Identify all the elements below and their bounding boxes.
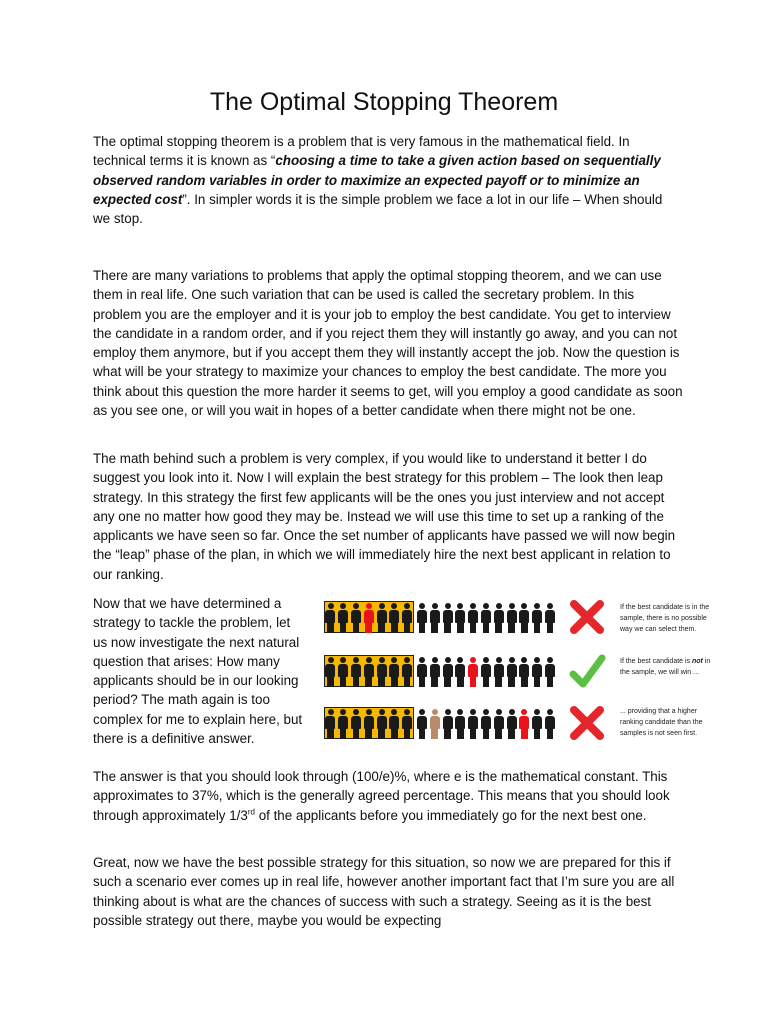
cross-icon <box>568 704 606 742</box>
candidate-icon <box>441 709 454 739</box>
candidate-icon <box>518 657 531 687</box>
candidate-icon <box>531 709 544 739</box>
candidate-icon <box>467 603 480 633</box>
candidate-icon <box>454 603 467 633</box>
candidate-icon <box>337 657 350 687</box>
candidate-icon <box>480 709 493 739</box>
best-candidate-icon <box>467 657 480 687</box>
figure-note-3 <box>620 706 724 739</box>
candidate-icon <box>388 657 401 687</box>
candidate-icon <box>492 603 505 633</box>
paragraph-secretary-problem: There are many variations to problems that apply the optimal stopping theorem, and we can use them in real life. One such variation that can be used is called the secretary problem. In this problem you are the employer and it is your job to employ the best candidate. You get to interview the candidate in a random order, and if you reject them they will instantly go away, and you can not employ them anymore, but if you accept them they will instantly accept the job. Now the question is what will be your strategy to maximize your chances to employ the best candidate. The more you think about this question the more harder it seems to get, will you employ a good candidate as soon as you see one, or will you wait in hopes of a better candidate when there might not be one. <box>93 268 683 419</box>
candidate-icon <box>388 709 401 739</box>
candidate-row <box>324 602 556 634</box>
intro-text-start: The optimal stopping theorem is a problem that is very famous in the mathematical field. In technical terms it is known as “ <box>93 134 630 169</box>
candidate-icon <box>388 603 401 633</box>
cross-icon <box>568 598 606 636</box>
candidate-icon <box>505 709 518 739</box>
note-line: sample, there is no possible <box>620 615 707 622</box>
candidate-icon <box>375 603 388 633</box>
figure-note-2 <box>620 656 724 678</box>
candidate-icon <box>480 603 493 633</box>
answer-text-end: of the applicants before you immediately go for the next best one. <box>254 807 647 823</box>
candidate-icon <box>401 657 414 687</box>
candidate-row <box>324 708 556 740</box>
paragraph-answer <box>93 767 683 825</box>
paragraph-success-chances: Great, now we have the best possible strategy for this situation, so now we are prepared for this if such a scenario ever comes up in real life, however another important fact that I’m sure you are all thinking about is what are the chances of success with such a strategy. Seeing as it is the best possible strategy out there, maybe you would be expecting <box>93 855 675 928</box>
candidate-icon <box>375 657 388 687</box>
candidate-icon <box>518 603 531 633</box>
candidate-icon <box>416 657 429 687</box>
figure-note-1 <box>620 602 724 635</box>
note-line: the sample, we will win ... <box>620 669 699 676</box>
note-line: ranking candidate than the <box>620 719 703 726</box>
candidate-icon <box>505 657 518 687</box>
note-line: samples is not seen first. <box>620 730 698 737</box>
candidate-icon <box>337 603 350 633</box>
ordinal-suffix: rd <box>247 807 255 817</box>
candidate-icon <box>337 709 350 739</box>
candidate-icon <box>492 657 505 687</box>
candidate-icon <box>531 603 544 633</box>
candidate-icon <box>324 603 337 633</box>
candidate-row <box>324 656 556 688</box>
candidate-icon <box>428 657 441 687</box>
candidate-icon <box>375 709 388 739</box>
paragraph-looking-period: Now that we have determined a strategy to tackle the problem, let us now investigate the next natural question that arises: How many applicants should be in our looking period? The math again is too complex for me to explain here, but there is a definitive answer. <box>93 596 303 747</box>
note-text: in <box>702 658 711 665</box>
note-line: If the best candidate is in the <box>620 604 710 611</box>
intro-text-end: ”. In simpler words it is the simple problem we face a lot in our life – When should we stop. <box>93 191 663 227</box>
candidate-icon <box>350 709 363 739</box>
candidate-icon <box>428 603 441 633</box>
candidate-icon <box>544 603 557 633</box>
note-line <box>620 656 724 667</box>
paragraph-look-then-leap: The math behind such a problem is very complex, if you would like to understand it better I do suggest you look into it. Now I will explain the best strategy for this problem – The look then leap strategy. In this strategy the first few applicants will be the ones you just interview and not accept any one no matter how good they may be. Instead we will use this time to set up a ranking of the applicants we have seen so far. Once the set number of applicants have passed we will now begin the “leap” phase of the plan, in which we will immediately hire the next best applicant in relation to our ranking. <box>93 451 676 582</box>
candidate-icon <box>544 657 557 687</box>
note-line: way we can select them. <box>620 626 697 633</box>
candidate-icon <box>401 603 414 633</box>
candidate-icon <box>428 709 441 739</box>
candidate-icon <box>401 709 414 739</box>
strategy-illustration <box>324 598 724 748</box>
candidate-icon <box>467 709 480 739</box>
candidate-icon <box>441 657 454 687</box>
candidate-icon <box>544 709 557 739</box>
candidate-icon <box>362 657 375 687</box>
note-text: If the best candidate is <box>620 658 692 665</box>
candidate-icon <box>454 657 467 687</box>
candidate-icon <box>505 603 518 633</box>
answer-text-start: The answer is that you should look through (100/e)%, where e is the mathematical constant. This approximates to 37%, which is the generally agreed percentage. This means that you should look through approximately 1/3 <box>93 769 670 823</box>
candidate-icon <box>416 603 429 633</box>
candidate-icon <box>441 603 454 633</box>
definition-quote: choosing a time to take a given action based on sequentially observed random variables in order to maximize an expected payoff or to minimize an expected cost <box>93 153 661 207</box>
note-line: ... providing that a higher <box>620 708 698 715</box>
candidate-icon <box>350 603 363 633</box>
check-icon <box>568 652 606 690</box>
document-title: The Optimal Stopping Theorem <box>209 88 559 116</box>
best-candidate-icon <box>362 603 375 633</box>
candidate-icon <box>531 657 544 687</box>
candidate-icon <box>480 657 493 687</box>
candidate-icon <box>492 709 505 739</box>
candidate-icon <box>350 657 363 687</box>
candidate-icon <box>324 709 337 739</box>
candidate-icon <box>416 709 429 739</box>
best-candidate-icon <box>518 709 531 739</box>
paragraph-intro <box>93 132 683 228</box>
candidate-icon <box>324 657 337 687</box>
candidate-icon <box>362 709 375 739</box>
candidate-icon <box>454 709 467 739</box>
note-emphasis: not <box>692 658 703 665</box>
